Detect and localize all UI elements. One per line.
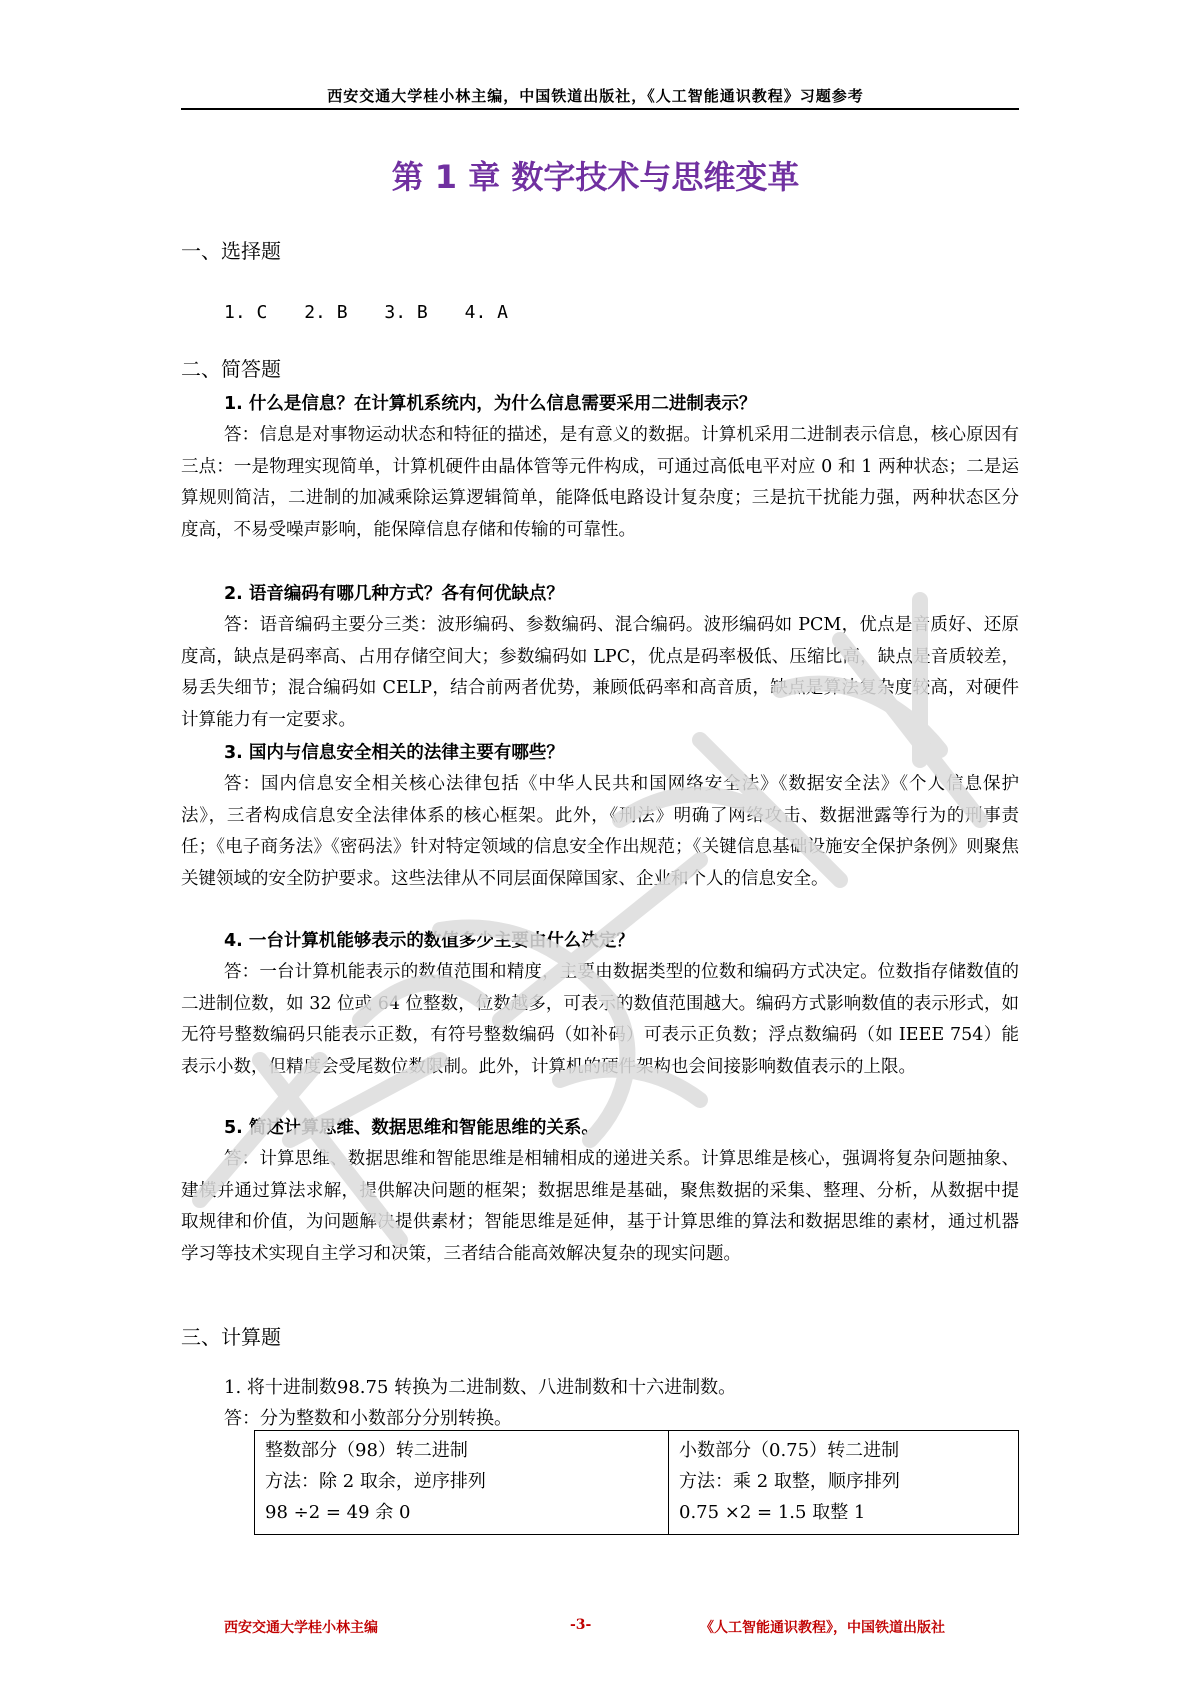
answer-2: 答：语音编码主要分三类：波形编码、参数编码、混合编码。波形编码如 PCM，优点是音质好、还原度高，缺点是码率高、占用存储空间大；参数编码如 LPC，优点是码率极低、压缩比高，缺点是音质较差，易丢失细节；混合编码如 CELP，结合前两者优势，兼顾低码率和高音质，缺点是算法复杂度较高，对硬件计算能力有一定要求。 [181, 615, 1019, 730]
table-cell-integer [255, 1431, 669, 1535]
integer-part-title: 整数部分（98）转二进制 [265, 1440, 468, 1461]
question-5: 5. 简述计算思维、数据思维和智能思维的关系。 [224, 1118, 599, 1138]
answer-4: 答：一台计算机能表示的数值范围和精度，主要由数据类型的位数和编码方式决定。位数指存储数值的二进制位数，如 32 位或 64 位整数，位数越多，可表示的数值范围越大。编码方式影响数值的表示形式，如无符号整数编码只能表示正数，有符号整数编码（如补码）可表示正负数；浮点数编码（如 IEEE 754）能表示小数，但精度会受尾数位数限制。此外，计算机的硬件架构也会间接影响数值表示的上限。 [181, 962, 1019, 1077]
table-cell-fraction [669, 1431, 1019, 1535]
choice-answer-1: 1. C [224, 302, 268, 323]
question-4: 4. 一台计算机能够表示的数值多少主要由什么决定？ [224, 931, 634, 951]
fraction-part-method: 方法：乘 2 取整，顺序排列 [679, 1471, 900, 1492]
section-heading-choice: 一、选择题 [181, 239, 281, 263]
footer-left: 西安交通大学桂小林主编 [224, 1620, 378, 1636]
integer-part-step: 98 ÷2 = 49 余 0 [265, 1502, 411, 1523]
footer-page-number: -3- [570, 1617, 592, 1633]
answer-5: 答：计算思维、数据思维和智能思维是相辅相成的递进关系。计算思维是核心，强调将复杂问题抽象、建模并通过算法求解，提供解决问题的框架；数据思维是基础，聚焦数据的采集、整理、分析，从数据中提取规律和价值，为问题解决提供素材；智能思维是延伸，基于计算思维的算法和数据思维的素材，通过机器学习等技术实现自主学习和决策，三者结合能高效解决复杂的现实问题。 [181, 1149, 1019, 1264]
choice-answer-4: 4. A [464, 302, 508, 323]
answer-1: 答：信息是对事物运动状态和特征的描述，是有意义的数据。计算机采用二进制表示信息，核心原因有三点：一是物理实现简单，计算机硬件由晶体管等元件构成，可通过高低电平对应 0 和 1 两种状态；二是运算规则简洁，二进制的加减乘除运算逻辑简单，能降低电路设计复杂度；三是抗干扰能力强，两种状态区分度高，不易受噪声影响，能保障信息存储和传输的可靠性。 [181, 425, 1019, 540]
calc-answer-intro: 答：分为整数和小数部分分别转换。 [224, 1408, 512, 1429]
section-heading-short: 二、简答题 [181, 357, 281, 381]
qa-block-3 [181, 738, 1019, 895]
question-3: 3. 国内与信息安全相关的法律主要有哪些？ [224, 743, 564, 763]
qa-block-2 [181, 579, 1019, 736]
choice-answer-2: 2. B [304, 302, 348, 323]
calc-question-1: 1. 将十进制数98.75 转换为二进制数、八进制数和十六进制数。 [224, 1377, 737, 1398]
conversion-table [254, 1430, 1019, 1535]
table-row [255, 1431, 1019, 1535]
page-header: 西安交通大学桂小林主编，中国铁道出版社，《人工智能通识教程》习题参考 [327, 87, 864, 105]
footer-right: 《人工智能通识教程》，中国铁道出版社 [700, 1620, 945, 1636]
qa-block-1 [181, 389, 1019, 546]
integer-part-method: 方法：除 2 取余，逆序排列 [265, 1471, 486, 1492]
fraction-part-step: 0.75 ×2 = 1.5 取整 1 [679, 1502, 866, 1523]
qa-block-4 [181, 926, 1019, 1083]
choice-answers [224, 302, 534, 323]
question-2: 2. 语音编码有哪几种方式？各有何优缺点？ [224, 584, 564, 604]
qa-block-5 [181, 1113, 1019, 1270]
answer-3: 答：国内信息安全相关核心法律包括《中华人民共和国网络安全法》《数据安全法》《个人信息保护法》，三者构成信息安全法律体系的核心框架。此外，《刑法》明确了网络攻击、数据泄露等行为的刑事责任；《电子商务法》《密码法》针对特定领域的信息安全作出规范；《关键信息基础设施安全保护条例》则聚焦关键领域的安全防护要求。这些法律从不同层面保障国家、企业和个人的信息安全。 [181, 774, 1019, 889]
chapter-title: 第 1 章 数字技术与思维变革 [391, 158, 800, 196]
choice-answer-3: 3. B [384, 302, 428, 323]
fraction-part-title: 小数部分（0.75）转二进制 [679, 1440, 900, 1461]
header-rule [181, 108, 1019, 110]
question-1: 1. 什么是信息？在计算机系统内，为什么信息需要采用二进制表示？ [224, 394, 757, 414]
section-heading-calc: 三、计算题 [181, 1325, 281, 1349]
